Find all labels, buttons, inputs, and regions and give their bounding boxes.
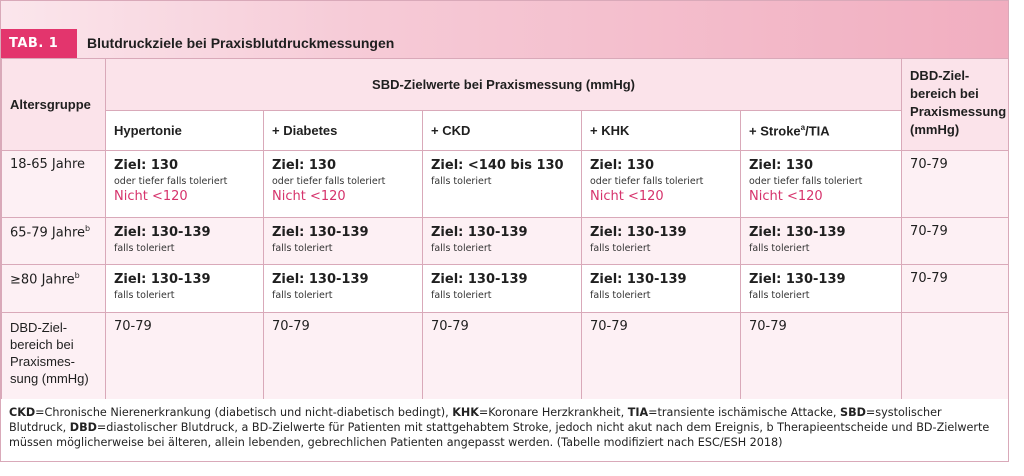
header-dbd-line4: (mmHg)	[910, 122, 960, 137]
col-khk: + KHK	[582, 111, 741, 151]
cell-ziel: Ziel: 130-139	[431, 225, 528, 240]
cell-note: falls toleriert	[431, 176, 492, 187]
cell-ziel: Ziel: 130-139	[272, 272, 369, 287]
col-stroke-label: + Stroke	[749, 123, 801, 139]
cell-dbd: 70-79	[582, 313, 741, 400]
cell-dbd: 70-79	[902, 151, 1009, 218]
fn-tia-text: =transiente ischämische Attacke,	[648, 406, 841, 419]
cell-ziel: Ziel: 130-139	[749, 272, 846, 287]
row-label-dbd-line1: DBD-Ziel-	[10, 320, 68, 335]
cell-note: falls toleriert	[749, 243, 810, 254]
fn-khk-abbr: KHK	[452, 406, 479, 419]
cell-note: oder tiefer falls toleriert	[272, 176, 386, 187]
cell-dbd: 70-79	[902, 265, 1009, 313]
cell-ziel: Ziel: 130	[272, 158, 337, 173]
cell-note: falls toleriert	[114, 290, 175, 301]
cell-ziel: Ziel: 130	[114, 158, 179, 173]
footnote	[1, 399, 1008, 461]
header-dbd-line3: Praxismessung	[910, 104, 1007, 119]
cell-nicht: Nicht <120	[114, 189, 188, 204]
table-cell	[423, 265, 582, 313]
table-cell	[264, 151, 423, 218]
fn-khk-text: =Koronare Herzkrankheit,	[478, 406, 628, 419]
cell-note: falls toleriert	[431, 290, 492, 301]
cell-dbd: 70-79	[741, 313, 902, 400]
table-cell	[106, 265, 264, 313]
table-row	[2, 265, 1009, 313]
cell-note: falls toleriert	[114, 243, 175, 254]
header-dbd-line2: bereich bei	[910, 86, 979, 101]
fn-ckd-text: =Chronische Nierenerkrankung (diabetisch und nicht-diabetisch bedingt),	[35, 406, 453, 419]
table-cell	[106, 218, 264, 265]
col-stroke-sup: a	[800, 122, 806, 132]
table-row	[2, 151, 1009, 218]
cell-ziel: Ziel: 130-139	[590, 272, 687, 287]
cell-ziel: Ziel: 130-139	[114, 225, 211, 240]
blood-pressure-table	[1, 58, 1009, 400]
cell-ziel: Ziel: 130	[749, 158, 814, 173]
col-ckd: + CKD	[423, 111, 582, 151]
header-dbd	[902, 59, 1009, 151]
cell-note: oder tiefer falls toleriert	[749, 176, 863, 187]
cell-dbd: 70-79	[106, 313, 264, 400]
row-label-dbd-line3: Praxismes-	[10, 354, 76, 369]
fn-tia-abbr: TIA	[627, 406, 649, 419]
table-cell	[106, 151, 264, 218]
fn-sbd-text: =systolischer Blutdruck,	[9, 406, 942, 434]
header-dbd-line1: DBD-Ziel-	[910, 68, 970, 83]
cell-empty	[902, 313, 1009, 400]
table-cell	[264, 218, 423, 265]
table-cell	[741, 218, 902, 265]
cell-nicht: Nicht <120	[749, 189, 823, 204]
cell-note: oder tiefer falls toleriert	[114, 176, 228, 187]
table-title: Blutdruckziele bei Praxisblutdruckmessungen	[87, 35, 395, 51]
row-label: 18-65 Jahre	[2, 151, 106, 218]
table-cell	[582, 265, 741, 313]
row-label-dbd-line2: bereich bei	[10, 337, 74, 352]
title-bar	[1, 1, 1008, 59]
fn-sbd-abbr: SBD	[840, 406, 866, 419]
table-cell	[264, 265, 423, 313]
header-age-group: Altersgruppe	[2, 59, 106, 151]
row-label	[2, 218, 106, 265]
cell-nicht: Nicht <120	[272, 189, 346, 204]
table-cell	[423, 218, 582, 265]
cell-note: falls toleriert	[590, 290, 651, 301]
table-row	[2, 313, 1009, 400]
cell-ziel: Ziel: 130-139	[272, 225, 369, 240]
tab-label: TAB. 1	[1, 29, 77, 58]
cell-ziel: Ziel: 130-139	[590, 225, 687, 240]
table-cell	[423, 151, 582, 218]
header-sbd: SBD-Zielwerte bei Praxismessung (mmHg)	[106, 59, 902, 111]
cell-dbd: 70-79	[264, 313, 423, 400]
row-label-sup: b	[74, 271, 80, 280]
table-row	[2, 218, 1009, 265]
cell-ziel: Ziel: 130-139	[749, 225, 846, 240]
cell-note: oder tiefer falls toleriert	[590, 176, 704, 187]
cell-note: falls toleriert	[590, 243, 651, 254]
cell-note: falls toleriert	[749, 290, 810, 301]
cell-nicht: Nicht <120	[590, 189, 664, 204]
fn-dbd-text: =diastolischer Blutdruck, a BD-Zielwerte für Patienten mit stattgehabtem Stroke, jedoch nicht akut nach dem Ereignis, b Therapieentscheide und BD-Zielwerte müssen möglicherweise bei älteren, allein lebenden, gebrechlichen Patienten angepasst werden. (Tabelle modifiziert nach ESC/ESH 2018)	[9, 421, 990, 449]
cell-dbd: 70-79	[423, 313, 582, 400]
cell-ziel: Ziel: <140 bis 130	[431, 158, 564, 173]
cell-ziel: Ziel: 130-139	[431, 272, 528, 287]
col-stroke-tia	[741, 111, 902, 151]
cell-ziel: Ziel: 130-139	[114, 272, 211, 287]
cell-note: falls toleriert	[431, 243, 492, 254]
row-label-dbd	[2, 313, 106, 400]
row-label	[2, 265, 106, 313]
table-cell	[582, 151, 741, 218]
cell-dbd: 70-79	[902, 218, 1009, 265]
row-label-text: 65-79 Jahre	[10, 225, 86, 241]
cell-note: falls toleriert	[272, 290, 333, 301]
row-label-text: ≥80 Jahre	[10, 272, 75, 288]
col-diabetes: + Diabetes	[264, 111, 423, 151]
table-cell	[741, 151, 902, 218]
row-label-sup: b	[85, 224, 91, 233]
col-tia-label: /TIA	[805, 123, 830, 139]
col-hypertonie: Hypertonie	[106, 111, 264, 151]
cell-ziel: Ziel: 130	[590, 158, 655, 173]
table-cell	[582, 218, 741, 265]
row-label-dbd-line4: sung (mmHg)	[10, 371, 89, 386]
cell-note: falls toleriert	[272, 243, 333, 254]
fn-ckd-abbr: CKD	[9, 406, 36, 419]
fn-dbd-abbr: DBD	[69, 421, 97, 434]
table-cell	[741, 265, 902, 313]
